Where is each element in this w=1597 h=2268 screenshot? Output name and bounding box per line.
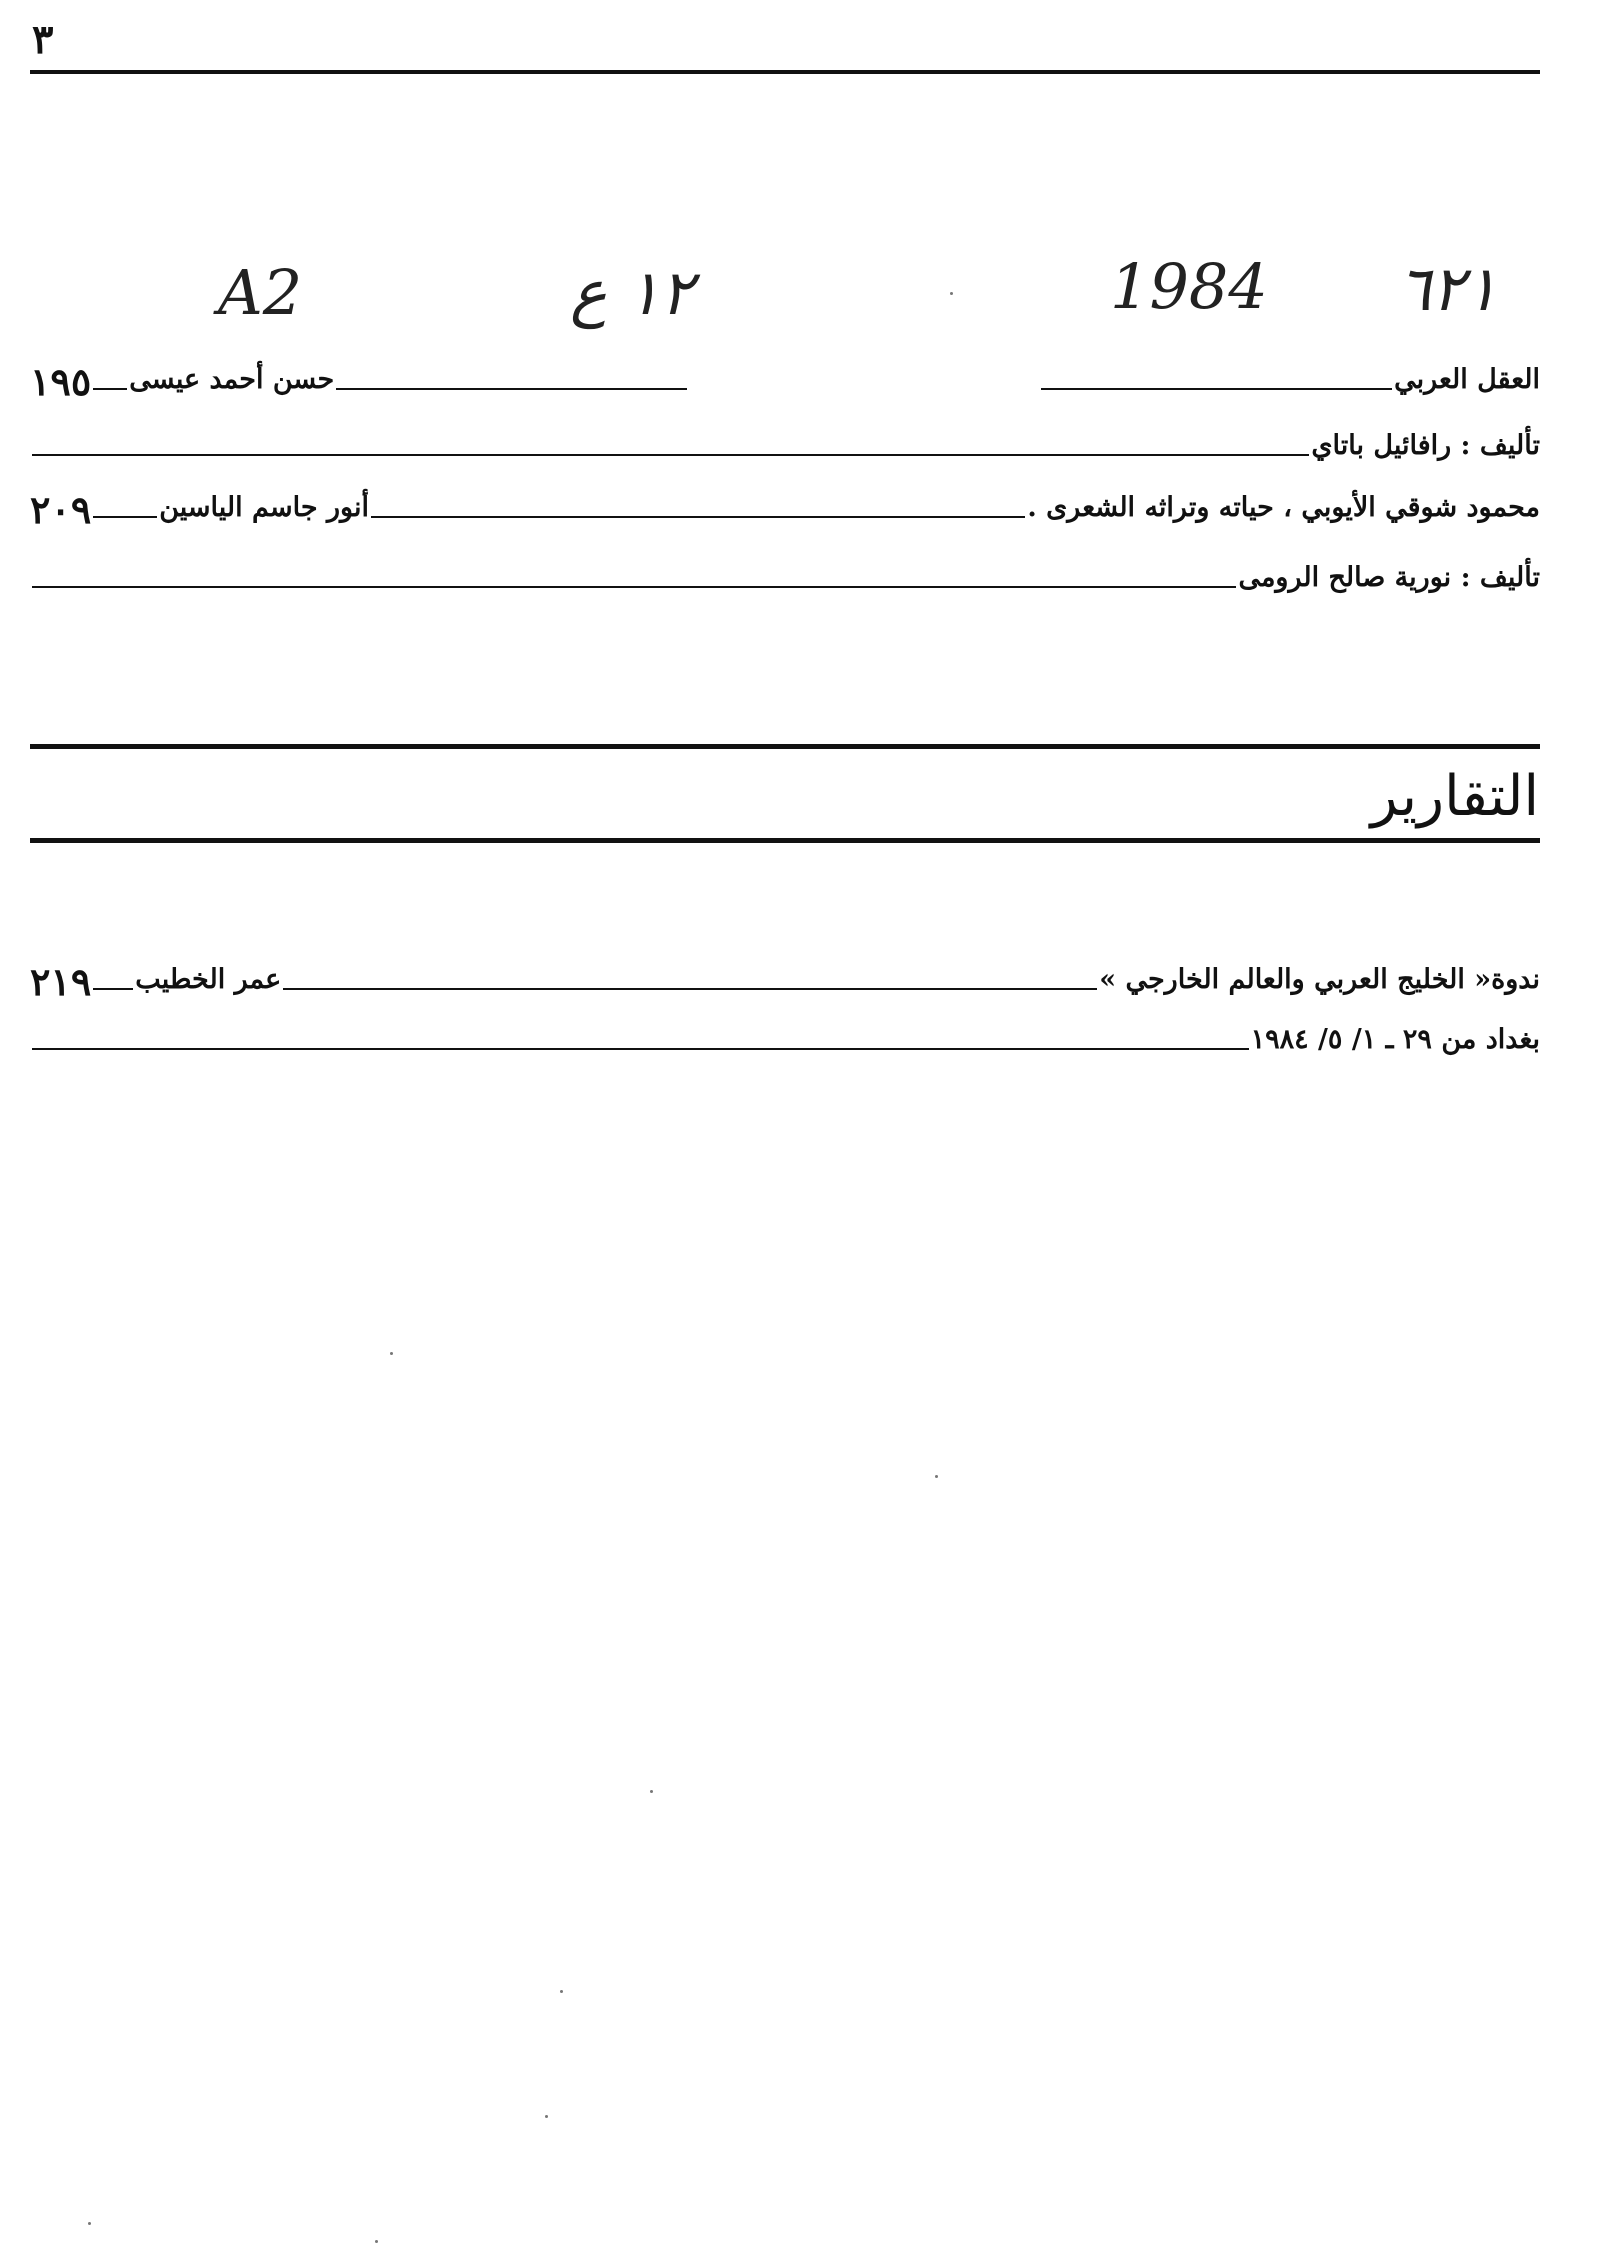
top-rule: [30, 70, 1540, 74]
toc-entry-subline: [30, 418, 1540, 468]
entry-author: أنور جاسم الياسين: [159, 492, 369, 523]
entry-subline: تأليف : رافائيل باتاي: [1311, 430, 1540, 461]
leader-line: [371, 516, 1025, 518]
handwritten-year: 1984: [1110, 250, 1268, 323]
scan-speck: [545, 2115, 548, 2118]
entry-page-number: ١٩٥: [30, 359, 92, 404]
leader-line: [93, 988, 133, 990]
section-rule-top: [30, 744, 1540, 749]
entry-page-number: ٢٠٩: [30, 487, 92, 532]
section-title: التقارير: [1370, 764, 1539, 829]
scan-speck: [650, 1790, 653, 1793]
handwritten-code: A2: [218, 256, 303, 329]
page-number: ٣: [32, 16, 54, 63]
toc-entry: [30, 352, 1540, 402]
entry-title: محمود شوقي الأيوبي ، حياته وتراثه الشعرى .: [1027, 492, 1540, 523]
leader-line: [336, 388, 687, 390]
leader-line: [93, 388, 127, 390]
leader-line: [32, 1048, 1249, 1050]
leader-line: [32, 454, 1309, 456]
scan-speck: [375, 2240, 378, 2243]
toc-entry: [30, 480, 1540, 530]
toc-entry-subline: [30, 1012, 1540, 1062]
toc-entry: [30, 952, 1540, 1002]
scan-speck: [390, 1352, 393, 1355]
section-rule-bottom: [30, 838, 1540, 843]
toc-entry-subline: [30, 550, 1540, 600]
scan-speck: [560, 1990, 563, 1993]
leader-line: [32, 586, 1236, 588]
handwritten-ref: ٦٢١: [1398, 252, 1498, 325]
entry-subline: بغداد من ٢٩ ـ ١/ ٥/ ١٩٨٤: [1250, 1024, 1540, 1055]
scan-speck: [88, 2222, 91, 2225]
entry-author: عمر الخطيب: [135, 964, 282, 995]
handwritten-issue-mark: ١٢ ع: [570, 256, 694, 329]
entry-subline: تأليف : نورية صالح الرومى: [1238, 562, 1540, 593]
entry-title: العقل العربي: [1394, 364, 1540, 395]
leader-line: [1041, 388, 1392, 390]
entry-page-number: ٢١٩: [30, 959, 92, 1004]
leader-line: [283, 988, 1097, 990]
scan-speck: [935, 1475, 938, 1478]
scan-speck: [950, 292, 953, 295]
entry-title: ندوة« الخليج العربي والعالم الخارجي »: [1099, 964, 1540, 995]
leader-line: [93, 516, 157, 518]
entry-author: حسن أحمد عيسى: [129, 364, 335, 395]
